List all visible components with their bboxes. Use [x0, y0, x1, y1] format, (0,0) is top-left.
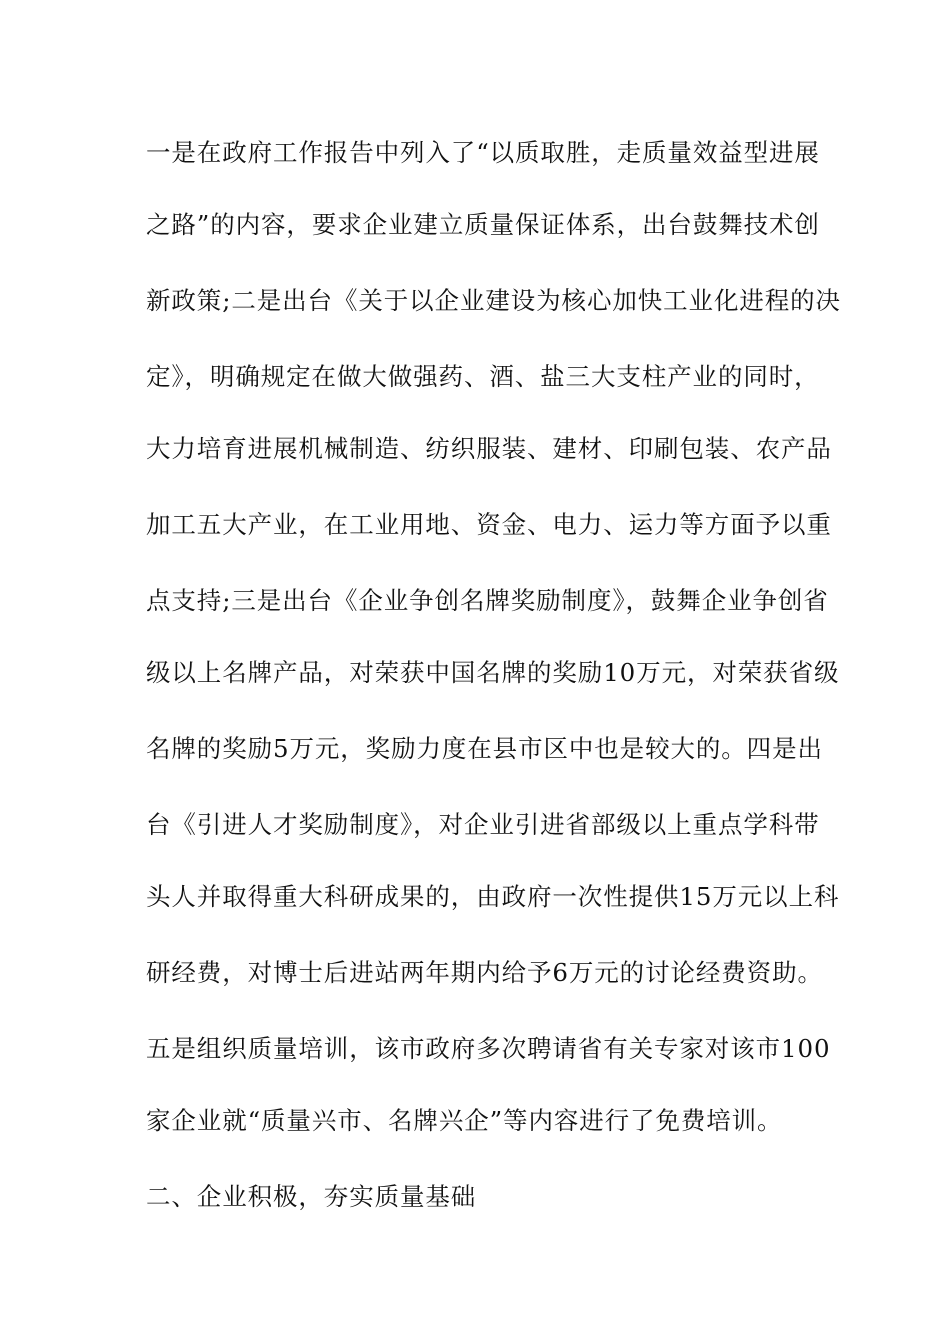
section-heading: 二、企业积极，夯实质量基础: [146, 1182, 477, 1211]
paragraph-line: 定》，明确规定在做大做强药、酒、盐三大支柱产业的同时，: [146, 362, 820, 391]
paragraph-line: 之路”的内容，要求企业建立质量保证体系，出台鼓舞技术创: [146, 210, 820, 239]
paragraph-line: 一是在政府工作报告中列入了“以质取胜，走质量效益型进展: [146, 138, 820, 167]
paragraph-line: 家企业就“质量兴市、名牌兴企”等内容进行了免费培训。: [146, 1106, 783, 1135]
paragraph-line: 台《引进人才奖励制度》，对企业引进省部级以上重点学科带: [146, 810, 820, 839]
paragraph-line: 大力培育进展机械制造、纺织服装、建材、印刷包装、农产品: [146, 434, 832, 463]
paragraph-line: 名牌的奖励5万元，奖励力度在县市区中也是较大的。四是出: [146, 734, 823, 763]
paragraph-line: 五是组织质量培训，该市政府多次聘请省有关专家对该市100: [146, 1034, 831, 1063]
paragraph-line: 研经费，对博士后进站两年期内给予6万元的讨论经费资助。: [146, 958, 823, 987]
paragraph-line: 级以上名牌产品，对荣获中国名牌的奖励10万元，对荣获省级: [146, 658, 840, 687]
paragraph-line: 新政策;二是出台《关于以企业建设为核心加快工业化进程的决: [146, 286, 841, 315]
paragraph-line: 加工五大产业，在工业用地、资金、电力、运力等方面予以重: [146, 510, 832, 539]
paragraph-line: 头人并取得重大科研成果的，由政府一次性提供15万元以上科: [146, 882, 840, 911]
paragraph-line: 点支持;三是出台《企业争创名牌奖励制度》，鼓舞企业争创省: [146, 586, 829, 615]
